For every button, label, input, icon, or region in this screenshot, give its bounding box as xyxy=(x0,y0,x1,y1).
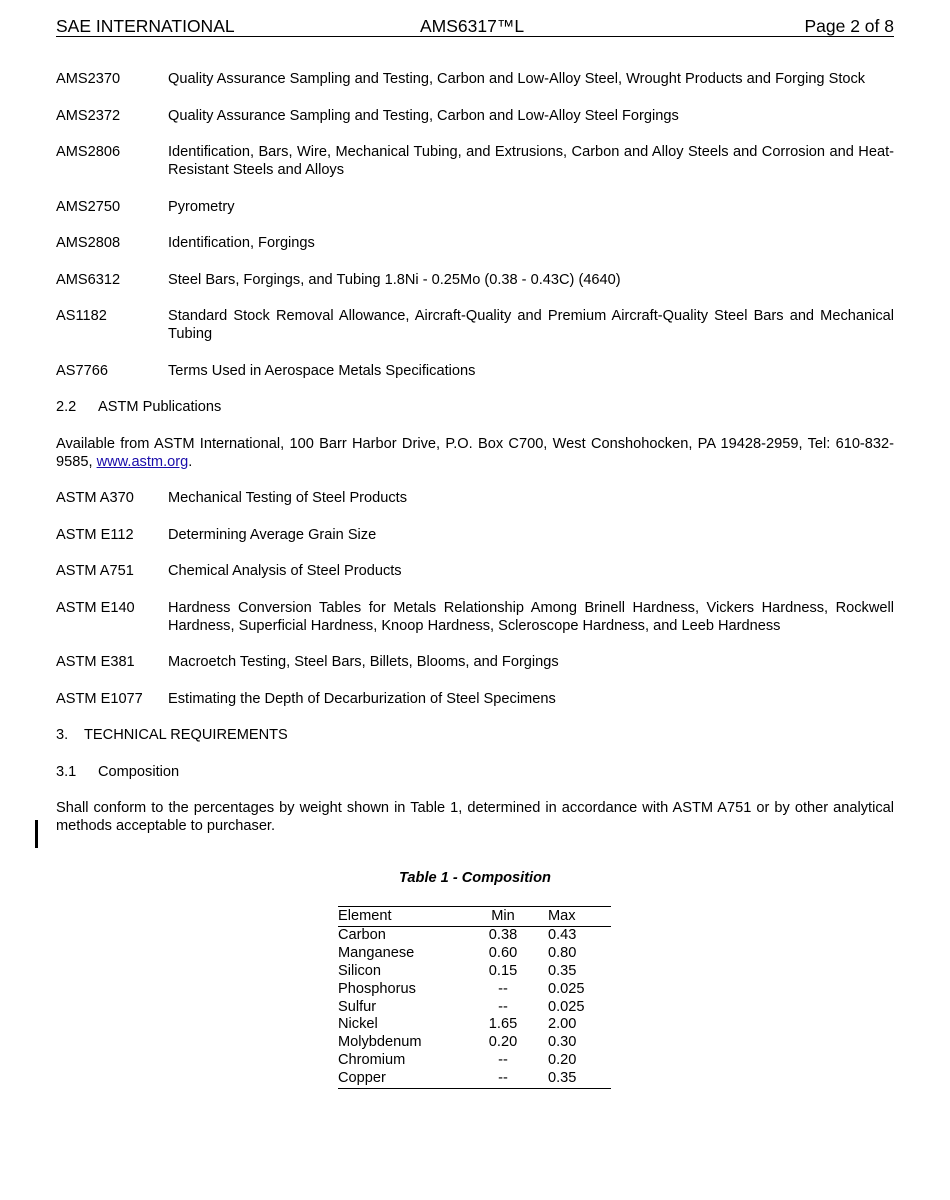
reference-title: Standard Stock Removal Allowance, Aircraft-Quality and Premium Aircraft-Quality Steel Bars and Mechanical Tubing xyxy=(168,308,894,342)
cell-element: Silicon xyxy=(338,962,381,979)
section-2-2-heading xyxy=(56,398,894,416)
cell-element: Sulfur xyxy=(338,998,377,1015)
table-body xyxy=(338,926,611,1088)
reference-code: AS7766 xyxy=(56,362,108,379)
table-header-row xyxy=(338,907,611,927)
reference-title: Hardness Conversion Tables for Metals Relationship Among Brinell Hardness, Vickers Hardness, Rockwell Hardness, Superficial Hardness, Knoop Hardness, Scleroscope Hardness, and Leeb Hardness xyxy=(168,599,894,634)
reference-title: Chemical Analysis of Steel Products xyxy=(168,563,402,579)
reference-code: ASTM E1077 xyxy=(56,690,143,707)
section-title: ASTM Publications xyxy=(98,399,222,415)
cell-max: 0.025 xyxy=(548,980,585,997)
cell-element: Chromium xyxy=(338,1052,406,1069)
reference-title: Identification, Forgings xyxy=(168,235,315,251)
cell-element: Phosphorus xyxy=(338,980,416,997)
cell-max: 0.80 xyxy=(548,944,577,961)
cell-min: 0.38 xyxy=(488,926,518,943)
reference-item xyxy=(56,489,894,507)
header-org: SAE INTERNATIONAL xyxy=(56,16,235,36)
reference-code: ASTM E112 xyxy=(56,526,134,543)
reference-item xyxy=(56,690,894,708)
cell-element: Carbon xyxy=(338,926,386,943)
cell-element: Copper xyxy=(338,1070,386,1087)
period: . xyxy=(188,453,193,470)
table-row xyxy=(338,981,611,999)
reference-item xyxy=(56,599,894,635)
reference-item xyxy=(56,271,894,289)
cell-max: 0.30 xyxy=(548,1034,577,1051)
reference-item xyxy=(56,70,894,88)
table-row xyxy=(338,999,611,1017)
table-row xyxy=(338,945,611,963)
cell-min: 0.60 xyxy=(488,944,518,961)
table-row xyxy=(338,1034,611,1052)
reference-title: Steel Bars, Forgings, and Tubing 1.8Ni - 0.25Mo (0.38 - 0.43C) (4640) xyxy=(168,271,621,288)
reference-item xyxy=(56,107,894,125)
cell-element: Molybdenum xyxy=(338,1034,422,1051)
table-caption: Table 1 - Composition xyxy=(399,870,551,886)
reference-code: ASTM E381 xyxy=(56,654,135,670)
reference-item xyxy=(56,234,894,252)
table-row xyxy=(338,926,611,944)
reference-title: Determining Average Grain Size xyxy=(168,526,377,543)
header-page-number: Page 2 of 8 xyxy=(804,16,894,36)
cell-max: 0.025 xyxy=(548,998,585,1015)
cell-min: -- xyxy=(498,1052,508,1069)
reference-code: ASTM A370 xyxy=(56,490,134,506)
reference-code: AMS2750 xyxy=(56,198,121,215)
revision-change-bar xyxy=(35,820,38,848)
reference-item xyxy=(56,526,894,544)
reference-item xyxy=(56,362,894,380)
cell-max: 0.43 xyxy=(548,926,577,943)
reference-item xyxy=(56,143,894,179)
reference-title: Quality Assurance Sampling and Testing, Carbon and Low-Alloy Steel, Wrought Products and Forging Stock xyxy=(168,71,866,87)
astm-reference-list xyxy=(56,489,894,708)
cell-max: 0.35 xyxy=(548,962,577,979)
reference-code: AMS2370 xyxy=(56,71,121,87)
cell-min: 1.65 xyxy=(488,1016,518,1033)
section-title: TECHNICAL REQUIREMENTS xyxy=(84,727,288,743)
table-row xyxy=(338,963,611,981)
cell-element: Nickel xyxy=(338,1016,378,1033)
reference-title: Estimating the Depth of Decarburization of Steel Specimens xyxy=(168,690,556,707)
cell-element: Manganese xyxy=(338,944,415,961)
reference-title: Terms Used in Aerospace Metals Specifications xyxy=(168,362,476,379)
sae-reference-list xyxy=(56,70,894,380)
section-number: 3.1 xyxy=(56,763,77,780)
cell-min: -- xyxy=(498,1070,508,1087)
document-body xyxy=(56,70,894,854)
reference-title: Macroetch Testing, Steel Bars, Billets, Blooms, and Forgings xyxy=(168,654,559,670)
section-3-1-heading xyxy=(56,763,894,781)
header-doc-number: AMS6317™L xyxy=(420,16,525,36)
reference-item xyxy=(56,307,894,343)
reference-code: AMS2806 xyxy=(56,144,121,160)
reference-code: ASTM A751 xyxy=(56,563,134,579)
reference-code: ASTM E140 xyxy=(56,599,135,616)
table-row xyxy=(338,1052,611,1070)
reference-code: AMS2808 xyxy=(56,235,121,251)
reference-title: Mechanical Testing of Steel Products xyxy=(168,490,408,506)
reference-item xyxy=(56,562,894,580)
reference-title: Identification, Bars, Wire, Mechanical Tubing, and Extrusions, Carbon and Alloy Steels and Corrosion and Heat-Resistant Steels and Alloys xyxy=(168,144,894,178)
reference-code: AS1182 xyxy=(56,308,107,324)
section-title: Composition xyxy=(98,763,180,780)
column-header-max: Max xyxy=(528,907,611,927)
astm-website-link[interactable]: www.astm.org xyxy=(96,453,189,470)
cell-max: 2.00 xyxy=(548,1016,577,1033)
reference-item xyxy=(56,653,894,671)
cell-min: 0.20 xyxy=(488,1034,518,1051)
section-number: 2.2 xyxy=(56,399,77,415)
cell-min: 0.15 xyxy=(488,962,518,979)
table-row xyxy=(338,1016,611,1034)
column-header-element: Element xyxy=(338,907,478,927)
cell-max: 0.35 xyxy=(548,1070,577,1087)
reference-item xyxy=(56,198,894,216)
cell-min: -- xyxy=(498,980,508,997)
cell-max: 0.20 xyxy=(548,1052,577,1069)
reference-title: Quality Assurance Sampling and Testing, Carbon and Low-Alloy Steel Forgings xyxy=(168,107,679,124)
section-3-heading xyxy=(56,726,894,744)
reference-title: Pyrometry xyxy=(168,198,235,215)
composition-table xyxy=(338,906,611,1089)
table-row xyxy=(338,1070,611,1088)
section-number: 3. xyxy=(56,727,69,743)
cell-min: -- xyxy=(498,998,508,1015)
astm-availability-paragraph xyxy=(56,435,894,471)
reference-code: AMS6312 xyxy=(56,271,121,288)
availability-text: Available from ASTM International, 100 Barr Harbor Drive, P.O. Box C700, West Conshohocken, PA 19428-2959, Tel: 610-832-9585, xyxy=(56,435,894,470)
column-header-min: Min xyxy=(478,907,528,927)
reference-code: AMS2372 xyxy=(56,107,121,124)
composition-paragraph: Shall conform to the percentages by weight shown in Table 1, determined in accordance with ASTM A751 or by other analytical methods acceptable to purchaser. xyxy=(56,800,894,834)
page-header xyxy=(56,16,894,37)
